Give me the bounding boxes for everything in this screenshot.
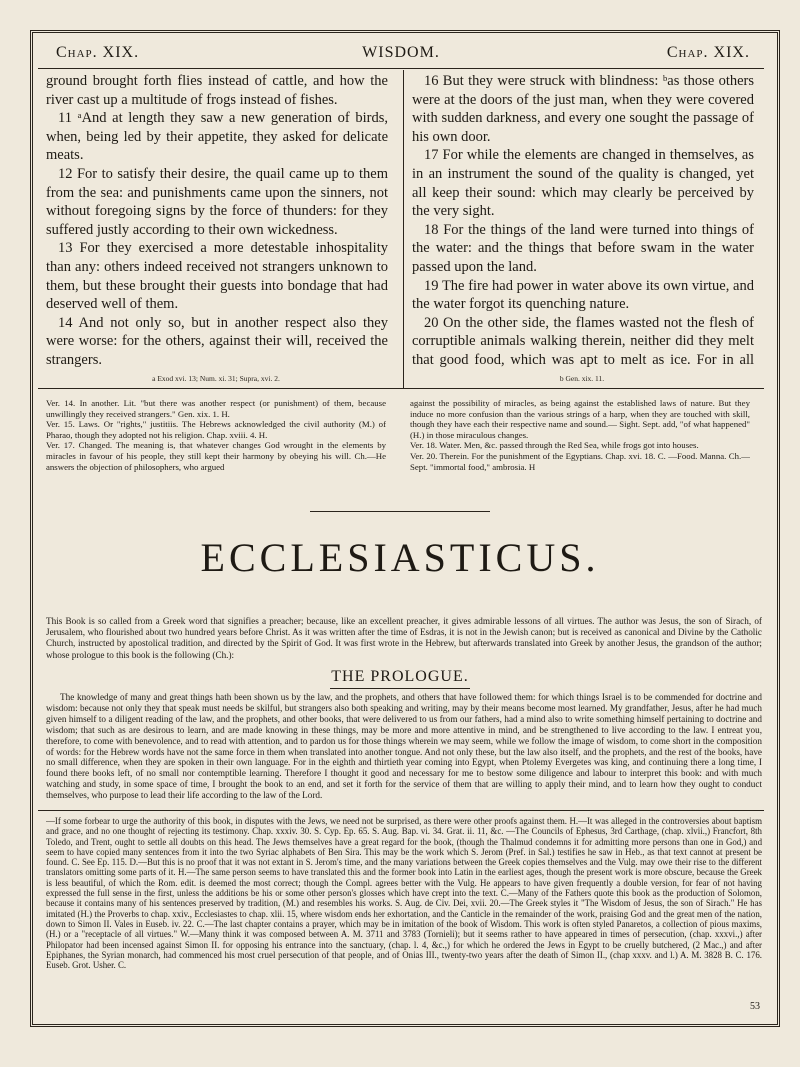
cross-reference-left: a Exod xvi. 13; Num. xi. 31; Supra, xvi. 2. xyxy=(152,374,280,383)
verse-paragraph: 13 For they exercised a more detestable inhospitality than any: others indeed received not strangers unknown to them, but these brought their guests into bondage that had deserved well of them. xyxy=(46,240,388,313)
commentary-note: Ver. 15. Laws. Or "rights," justitiis. The Hebrews acknowledged the civil authority (M.) of Pharao, though they adopted not his religion. Chap. xviii. 4. H. xyxy=(46,419,386,440)
prologue-text xyxy=(46,692,762,804)
header-chapter-right: Chap. XIX. xyxy=(666,44,750,61)
column-divider xyxy=(403,70,404,388)
commentary-note: Ver. 20. Therein. For the punishment of the Egyptians. Chap. xvi. 18. C. —Food. Manna. Ch.—Sept. "immortal food," ambrosia. H xyxy=(410,450,750,472)
book-title: ECCLESIASTICUS. xyxy=(200,535,600,580)
header-book-name: WISDOM. xyxy=(362,44,440,61)
footnote-text: —If some forbear to urge the authority of this book, in disputes with the Jews, we need not be surprised, as there were other proofs against them. H.—It was alleged in the controversies about baptism and grace, and no one thought of rejecting its testimony. Chap. xxxiv. 30. S. Cyp. Ep. 65. S. Aug. Bap. vi. 34. Grat. ii. 11, &c. —The Councils of Ephesus, 3rd Carthage, (chap. xlvii.,) Francfort, 8th Toledo, and Trent, ought to settle all doubts on this head. The Jews themselves have a great regard for the book, (though the Thalmud condemns it for admitting more persons than one in God,) and seem to have copied many sentences from it into the two Syriac alphabets of Ben Sira. This may be the work which S. Jerom (Pref. in Sal.) testifies he saw in Heb., as that text cannot at present be found. C. See Ep. 115. D.—But this is no proof that it was not extant in S. Jerom's time, and the many variations between the Greek copies themselves and the Vulg. may owe their rise to the different translators omitting some parts of it. H.—The same person seems to have translated this and the former book into Latin in the earliest ages, though the present work is more obscure, because the Greek is less beautiful, of which the Rom. edit. is deemed the most correct; though the Compl. agrees better with the Vulg. He appears to have given frequently a double version, for fear of not having expressed the full sense in the first, unless the additions be his or some other person's glosses which have crept into the text. C.—Many of the Fathers quote this book as the production of Solomon, because it contains many of his sentences preserved by tradition, (M.) and resembles his works. S. Aug. de Civ. Dei, xvii. 20.—The Greek styles it "The Wisdom of Jesus, the son of Sirach." He has imitated (H.) the Proverbs to chap. xxiv., Ecclesiastes to chap. xlii. 15, where wisdom ends her exhortation, and the Canticle in the remainder of the work, praising God and the great men of the nation, down to Simon II. Vales in Euseb. iv. 22. C.—The last chapter contains a prayer, which may be in imitation of the book of Wisdom. This work is often styled Panaretos, a collection of pious maxims, (H.) or a "receptacle of all virtues." W.—Many think it was composed between A. M. 3711 and 3783 (Tornieli); but it seems rather to have appeared in times of persecution, (chap. xxxvi.,) after Philopator had been incensed against Simon II. for opposing his entrance into the sanctuary, (chap. l. 4, &c.,) for which he ordered the Jews in Egypt to be cruelly butchered, (2 Mac.,) and after Epiphanes, the Syrian monarch, had commenced his most cruel persecution of that people, and of Onias III., twenty-two years after the death of Simon II., (chap xxxv. and l.) A. M. 3828 B. C. 176. Euseb. Grot. Usher. C. xyxy=(46,816,762,971)
verse-paragraph: ground brought forth flies instead of cattle, and how the river cast up a multitude of frogs instead of fishes. xyxy=(46,73,388,108)
verse-paragraph: 17 For while the elements are changed in themselves, as in an instrument the sound of the quality is changed, yet all keep their sound: which may clearly be perceived by the very sight. xyxy=(412,147,754,220)
commentary-note: Ver. 17. Changed. The meaning is, that whatever changes God wrought in the elements by miracles in favour of his people, they still kept their harmony by obeying his will. Ch.—He answers the objection of philosophers, who argued xyxy=(46,440,386,472)
cross-reference-right: b Gen. xix. 11. xyxy=(559,374,605,383)
section-divider xyxy=(310,511,490,512)
footnote-rule xyxy=(38,810,764,811)
verse-paragraph: 11 ᵃAnd at length they saw a new generation of birds, when, being led by their appetite, they asked for delicate meats. xyxy=(46,110,388,164)
verse-paragraph: 12 For to satisfy their desire, the quail came up to them from the sea: and punishments came upon the sinners, not without foregoing signs by the force of thunders: for they suffered justly according to their own wickedness. xyxy=(46,165,388,238)
commentary-note: Ver. 18. Water. Men, &c. passed through the Red Sea, while frogs got into houses. xyxy=(410,440,699,451)
prologue-paragraph: The knowledge of many and great things hath been shown us by the law, and the prophets, and others that have followed them: for which things Israel is to be commended for doctrine and wisdom: because not only they that speak must needs be skilful, but strangers also both speaking and writing, may by their means become most learned. My grandfather, Jesus, after he had much given himself to a diligent reading of the law, and the prophets, and other books, that were delivered to us from our fathers, had a mind also to write something himself pertaining to doctrine and wisdom; that such as are desirous to learn, and are made knowing in these things, may be more and more attentive in mind, and be strengthened to live according to the law. I entreat you, therefore, to come with benevolence, and to read with attention, and to pardon us for those things wherein we may seem, while we follow the image of wisdom, to come short in the composition of words: for the Hebrew words have not the same force in them when translated into another tongue. And not only these, but the law also itself, and the prophets, and the rest of the books, have no small difference, when they are spoken in their own language. For in the eighth and thirtieth year coming into Egypt, when Ptolemy Evergetes was king, and continuing there a long time, I found there books left, of no small nor contemptible learning. Therefore I thought it good and necessary for me to bestow some diligence and labour to interpret this book: and with much watching and study, in some space of time, I brought the book to an end, and set it forth for the service of them that are willing to apply their mind, and to learn how they ought to conduct themselves, who purpose to lead their life according to the law of the Lord. xyxy=(46,692,762,801)
prologue-heading: THE PROLOGUE. xyxy=(331,668,469,685)
verse-paragraph: 16 But they were struck with blindness: ᵇas those others were at the doors of the just man, when they were covered with sudden darkness, and every one sought the passage of his own door. xyxy=(412,73,754,145)
verse-paragraph: 14 And not only so, but in another respect also they were worse: for the others, against their will, received the strangers. xyxy=(46,314,388,368)
notes-rule xyxy=(38,388,764,389)
commentary-note: against the possibility of miracles, as being against the established laws of nature. But they induce no more confusion than the various strings of a harp, when they are touched with skill, though they have each their respective name and sound.— Sight. Sept. add, "of what happened" (H.) in those miraculous changes. xyxy=(410,398,750,440)
commentary-note: Ver. 14. In another. Lit. "but there was another respect (or punishment) of them, because unwillingly they received strangers." Gen. xix. 1. H. xyxy=(46,398,386,419)
text-column-right xyxy=(412,72,754,368)
text-column-left xyxy=(46,72,388,368)
page-number: 53 xyxy=(750,1001,760,1012)
verse-paragraph: 18 For the things of the land were turned into things of the water: and the things that before swam in the water passed upon the land. xyxy=(412,221,754,275)
verse-paragraph: 19 The fire had power in water above its own virtue, and the water forgot its quenching nature. xyxy=(412,277,754,313)
commentary-left xyxy=(46,398,386,484)
commentary-right xyxy=(410,398,750,484)
running-header xyxy=(38,42,764,69)
prologue-rule xyxy=(330,688,470,689)
header-chapter-left: Chap. XIX. xyxy=(56,44,140,61)
book-introduction: This Book is so called from a Greek word that signifies a preacher; because, like an excellent preacher, it gives admirable lessons of all virtues. The author was Jesus, the son of Sirach, of Jerusalem, who flourished about two hundred years before Christ. As it was written after the time of Esdras, it is not in the Jewish canon; but is received as canonical and Divine by the Catholic Church, instructed by apostolical tradition, and directed by the Spirit of God. It was first wrote in the Hebrew, but afterwards translated into Greek by another Jesus, the grandson of the author; whose prologue to this book is the following (Ch.): xyxy=(46,616,762,660)
verse-paragraph: 20 On the other side, the flames wasted not the flesh of corruptible animals walking therein, neither did they melt that good food, which was apt to melt as ice. For in all xyxy=(412,314,754,368)
